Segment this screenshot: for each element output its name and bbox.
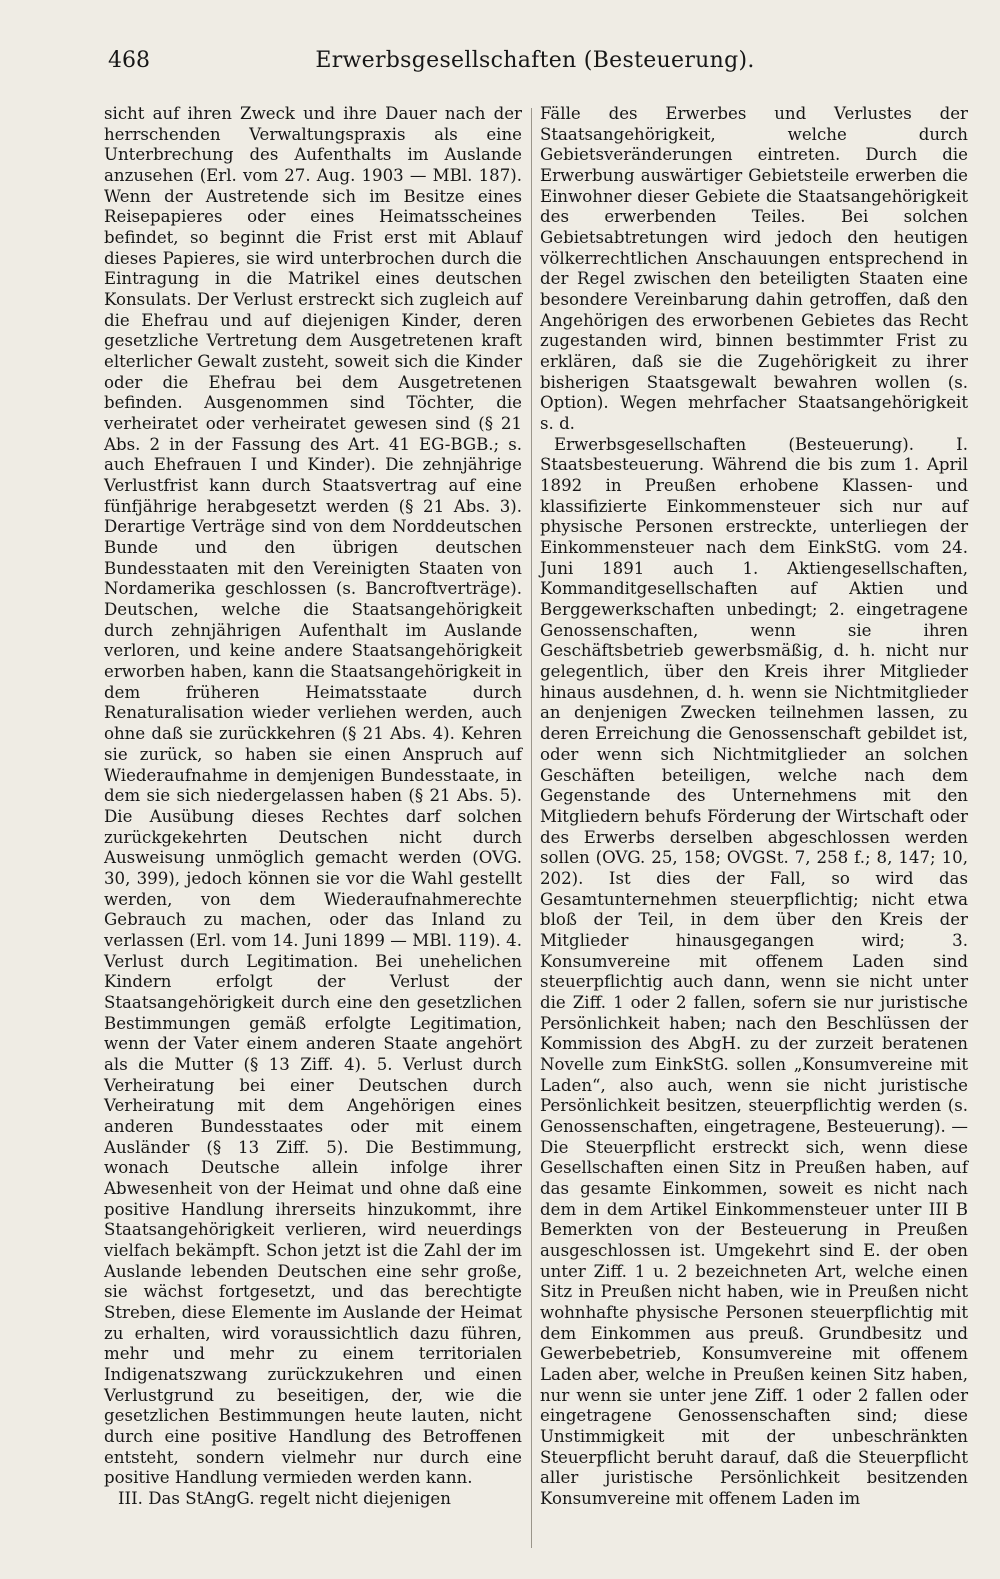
left-paragraph-1: sicht auf ihren Zweck und ihre Dauer nach der herrschenden Verwaltungspraxis als eine Unterbrechung des Aufenthalts im Auslande anzusehen (Erl. vom 27. Aug. 1903 — MBl. 187). Wenn der Austretende sich im Besitze eines Reisepapieres oder eines Heimatsscheines befindet, so beginnt die Frist erst mit Ablauf dieses Papieres, sie wird unterbrochen durch die Eintragung in die Matrikel eines deutschen Konsulats. Der Verlust erstreckt sich zugleich auf die Ehefrau und auf diejenigen Kinder, deren gesetzliche Vertretung dem Ausgetretenen kraft elterlicher Gewalt zusteht, soweit sich die Kinder oder die Ehefrau bei dem Ausgetretenen befinden. Ausgenommen sind Töchter, die verheiratet oder verheiratet gewesen sind (§ 21 Abs. 2 in der Fassung des Art. 41 EG-BGB.; s. auch Ehefrauen I und Kinder). Die zehnjährige Verlustfrist kann durch Staatsvertrag auf eine fünfjährige herabgesetzt werden (§ 21 Abs. 3). Derartige Verträge sind von dem Norddeutschen Bunde und den übrigen deutschen Bundesstaaten mit den Vereinigten Staaten von Nordamerika geschlossen (s. Bancroftverträge). Deutschen, welche die Staatsangehörigkeit durch zehnjährigen Aufenthalt im Auslande verloren, und keine andere Staatsangehörigkeit erworben haben, kann die Staatsangehörigkeit in dem früheren Heimatsstaate durch Renaturalisation wieder verliehen werden, auch ohne daß sie zurückkehren (§ 21 Abs. 4). Kehren sie zurück, so haben sie einen Anspruch auf Wiederaufnahme in demjenigen Bundesstaate, in dem sie sich niedergelassen haben (§ 21 Abs. 5). Die Ausübung dieses Rechtes darf solchen zurückgekehrten Deutschen nicht durch Ausweisung unmöglich gemacht werden (OVG. 30, 399), jedoch können sie vor die Wahl gestellt werden, von dem Wiederaufnahmerechte Gebrauch zu machen, oder das Inland zu verlassen (Erl. vom 14. Juni 1899 — MBl. 119). 4. Verlust durch Legitimation. Bei unehelichen Kindern erfolgt der Verlust der Staatsangehörigkeit durch eine den gesetzlichen Bestimmungen gemäß erfolgte Legitimation, wenn der Vater einem anderen Staate angehört als die Mutter (§ 13 Ziff. 4). 5. Verlust durch Verheiratung bei einer Deutschen durch Verheiratung mit dem Angehörigen eines anderen Bundesstaates oder mit einem Ausländer (§ 13 Ziff. 5). Die Bestimmung, wonach Deutsche allein infolge ihrer Abwesenheit von der Heimat und ohne daß eine positive Handlung ihrerseits hinzukommt, ihre Staatsangehörigkeit verlieren, wird neuerdings vielfach bekämpft. Schon jetzt ist die Zahl der im Auslande lebenden Deutschen eine sehr große, sie wächst fortgesetzt, und das berechtigte Streben, diese Elemente im Auslande der Heimat zu erhalten, wird voraussichtlich dazu führen, mehr und mehr zu einem territorialen Indigenatszwang zurückzukehren und einen Verlustgrund zu beseitigen, der, wie die gesetzlichen Bestimmungen heute lauten, nicht durch eine positive Handlung des Betroffenen entsteht, sondern vielmehr nur durch eine positive Handlung vermieden werden kann. xyxy=(104,104,522,1488)
left-paragraph-2: III. Das StAngG. regelt nicht diejenigen xyxy=(118,1489,451,1509)
right-column xyxy=(540,104,968,1510)
page-number: 468 xyxy=(108,48,150,73)
column-divider xyxy=(531,108,532,1548)
right-paragraph-1: Fälle des Erwerbes und Verlustes der Staatsangehörigkeit, welche durch Gebietsveränderungen eintreten. Durch die Erwerbung auswärtiger Gebietsteile erwerben die Einwohner dieser Gebiete die Staatsangehörigkeit des erwerbenden Teiles. Bei solchen Gebietsabtretungen wird jedoch den heutigen völkerrechtlichen Anschauungen entsprechend in der Regel zwischen den beteiligten Staaten eine besondere Vereinbarung dahin getroffen, daß den Angehörigen des erworbenen Gebietes das Recht zugestanden wird, binnen bestimmter Frist zu erklären, daß sie die Zugehörigkeit zu ihrer bisherigen Staatsgewalt bewahren wollen (s. Option). Wegen mehrfacher Staatsangehörigkeit s. d. xyxy=(540,104,968,434)
running-title: Erwerbsgesellschaften (Besteuerung). xyxy=(315,48,755,73)
page-header xyxy=(100,48,970,88)
entry-erwerbsgesellschaften: Erwerbsgesellschaften (Besteuerung). I. Staatsbesteuerung. Während die bis zum 1. April 1892 in Preußen erhobene Klassen- und klassifizierte Einkommensteuer sich nur auf physische Personen erstreckte, unterliegen der Einkommensteuer nach dem EinkStG. vom 24. Juni 1891 auch 1. Aktiengesellschaften, Kommanditgesellschaften auf Aktien und Berggewerkschaften unbedingt; 2. eingetragene Genossenschaften, wenn sie ihren Geschäftsbetrieb gewerbsmäßig, d. h. nicht nur gelegentlich, über den Kreis ihrer Mitglieder hinaus ausdehnen, d. h. wenn sie Nichtmitglieder an denjenigen Zwecken teilnehmen lassen, zu deren Erreichung die Genossenschaft gebildet ist, oder wenn sich Nichtmitglieder an solchen Geschäften beteiligen, welche nach dem Gegenstande des Unternehmens mit den Mitgliedern behufs Förderung der Wirtschaft oder des Erwerbs derselben abgeschlossen werden sollen (OVG. 25, 158; OVGSt. 7, 258 f.; 8, 147; 10, 202). Ist dies der Fall, so wird das Gesamtunternehmen steuerpflichtig; nicht etwa bloß der Teil, in dem über den Kreis der Mitglieder hinausgegangen wird; 3. Konsumvereine mit offenem Laden sind steuerpflichtig auch dann, wenn sie nicht unter die Ziff. 1 oder 2 fallen, sofern sie nur juristische Persönlichkeit haben; nach den Beschlüssen der Kommission des AbgH. zu der zurzeit beratenen Novelle zum EinkStG. sollen „Konsumvereine mit Laden“, also auch, wenn sie nicht juristische Persönlichkeit besitzen, steuerpflichtig werden (s. Genossenschaften, eingetragene, Besteuerung). — Die Steuerpflicht erstreckt sich, wenn diese Gesellschaften einen Sitz in Preußen haben, auf das gesamte Einkommen, soweit es nicht nach dem in dem Artikel Einkommensteuer unter III B Bemerkten von der Besteuerung in Preußen ausgeschlossen ist. Umgekehrt sind E. der oben unter Ziff. 1 u. 2 bezeichneten Art, welche einen Sitz in Preußen nicht haben, wie in Preußen nicht wohnhafte physische Personen steuerpflichtig mit dem Einkommen aus preuß. Grundbesitz und Gewerbebetrieb, Konsumvereine mit offenem Laden aber, welche in Preußen keinen Sitz haben, nur wenn sie unter jene Ziff. 1 oder 2 fallen oder eingetragene Genossenschaften sind; diese Unstimmigkeit mit der unbeschränkten Steuerpflicht beruht darauf, daß die Steuerpflicht aller juristische Persönlichkeit besitzenden Konsumvereine mit offenem Laden im xyxy=(540,434,968,1509)
left-column xyxy=(104,104,522,1510)
